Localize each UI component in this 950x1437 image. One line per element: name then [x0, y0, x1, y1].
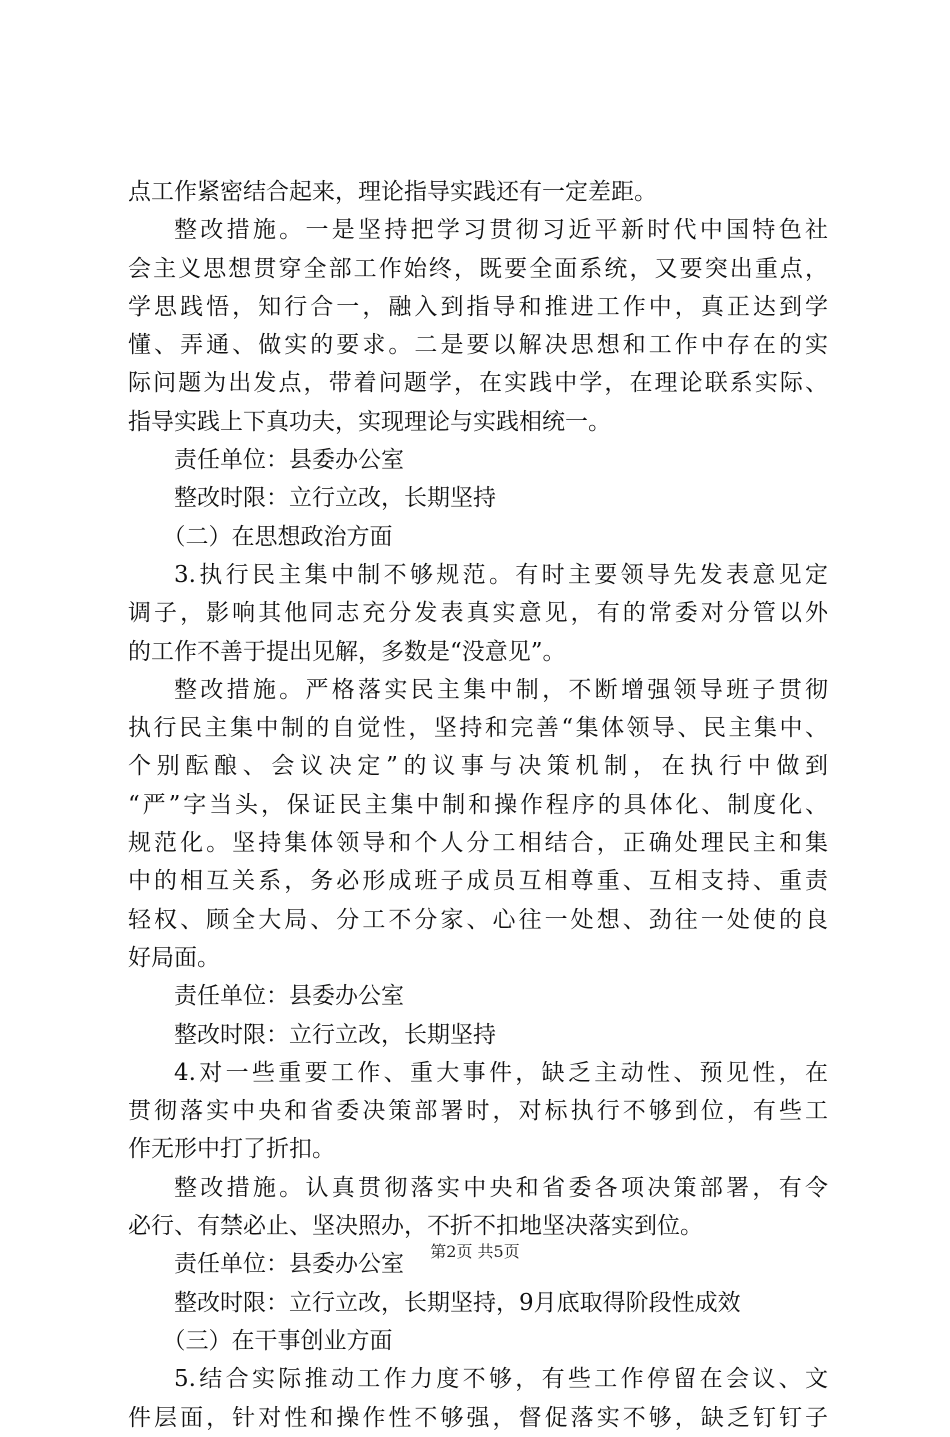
- text-line: 调子，影响其他同志充分发表真实意见，有的常委对分管以外: [128, 600, 828, 627]
- text-line: 点工作紧密结合起来，理论指导实践还有一定差距。: [128, 179, 657, 205]
- text-line: 整改措施。严格落实民主集中制，不断增强领导班子贯彻: [174, 676, 828, 703]
- text-line: 会主义思想贯穿全部工作始终，既要全面系统，又要突出重点，: [128, 255, 828, 282]
- text-line: “严”字当头，保证民主集中制和操作程序的具体化、制度化、: [128, 791, 828, 818]
- text-line: 学思践悟，知行合一，融入到指导和推进工作中，真正达到学: [128, 293, 828, 320]
- text-line: 5.结合实际推动工作力度不够，有些工作停留在会议、文: [174, 1366, 828, 1393]
- text-line: 责任单位：县委办公室: [174, 447, 404, 474]
- text-line: 件层面，针对性和操作性不够强，督促落实不够，缺乏钉钉子: [128, 1404, 828, 1431]
- text-line: 贯彻落实中央和省委决策部署时，对标执行不够到位，有些工: [128, 1098, 828, 1125]
- text-line: 的工作不善于提出见解，多数是“没意见”。: [128, 638, 566, 665]
- text-line: 必行、有禁必止、坚决照办，不折不扣地坚决落实到位。: [128, 1213, 703, 1240]
- text-line: 整改时限：立行立改，长期坚持，9月底取得阶段性成效: [174, 1289, 741, 1316]
- text-line: 轻权、顾全大局、分工不分家、心往一处想、劲往一处使的良: [128, 906, 828, 933]
- text-line: 整改措施。一是坚持把学习贯彻习近平新时代中国特色社: [174, 217, 828, 244]
- text-line: （二）在思想政治方面: [162, 523, 393, 550]
- text-line: （三）在干事创业方面: [162, 1327, 393, 1354]
- text-line: 执行民主集中制的自觉性，坚持和完善“集体领导、民主集中、: [128, 715, 828, 742]
- page-number-footer: 第2页 共5页: [430, 1242, 520, 1261]
- text-line: 3.执行民主集中制不够规范。有时主要领导先发表意见定: [174, 561, 828, 588]
- text-line: 个别酝酿、会议决定”的议事与决策机制，在执行中做到: [128, 753, 828, 780]
- text-line: 中的相互关系，务必形成班子成员互相尊重、互相支持、重责: [128, 868, 828, 895]
- text-line: 整改时限：立行立改，长期坚持: [174, 1021, 496, 1048]
- text-line: 责任单位：县委办公室: [174, 1251, 404, 1278]
- text-line: 责任单位：县委办公室: [174, 983, 404, 1010]
- text-line: 规范化。坚持集体领导和个人分工相结合，正确处理民主和集: [128, 830, 828, 857]
- text-line: 整改措施。认真贯彻落实中央和省委各项决策部署，有令: [174, 1174, 828, 1201]
- text-line: 懂、弄通、做实的要求。二是要以解决思想和工作中存在的实: [128, 332, 828, 359]
- text-line: 好局面。: [128, 944, 220, 971]
- text-line: 指导实践上下真功夫，实现理论与实践相统一。: [128, 408, 611, 435]
- text-line: 作无形中打了折扣。: [128, 1136, 335, 1163]
- text-line: 整改时限：立行立改，长期坚持: [174, 485, 496, 512]
- text-line: 4.对一些重要工作、重大事件，缺乏主动性、预见性，在: [174, 1059, 828, 1086]
- text-line: 际问题为出发点，带着问题学，在实践中学，在理论联系实际、: [128, 370, 828, 397]
